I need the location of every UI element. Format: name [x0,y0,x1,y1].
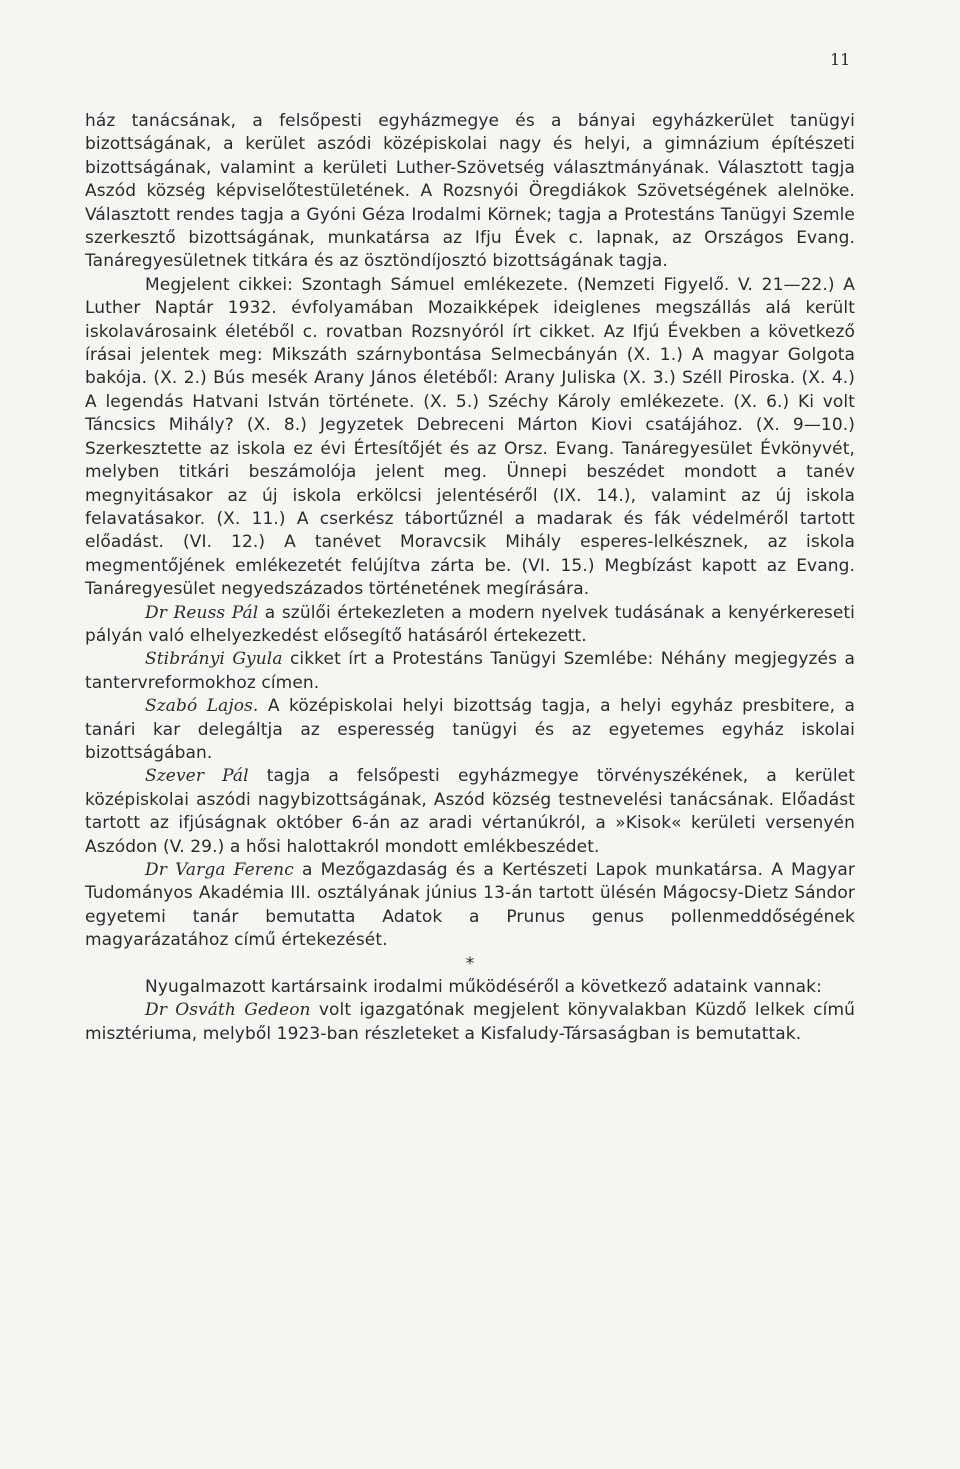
person-name: Szabó Lajos. [145,696,259,717]
paragraph-reuss [85,602,855,649]
paragraph-stibranyi [85,648,855,695]
paragraph-osvath [85,999,855,1046]
paragraph-szever [85,765,855,859]
paragraph-retired-intro: Nyugalmazott kartársaink irodalmi működéséről a következő adataink vannak: [145,977,822,998]
person-name: Stibrányi Gyula [145,649,283,670]
person-name: Szever Pál [145,766,249,787]
person-name: Dr Osváth Gedeon [145,1000,311,1021]
paragraph-varga [85,859,855,953]
body-text [85,110,855,1046]
paragraph-text: volt igazgatónak megjelent könyvalakban Küzdő lelkek című misztériuma, melyből 1923-ban részleteket a Kisfaludy-Társaságban is bemutattak. [85,1000,855,1044]
paragraph-publications: Megjelent cikkei: Szontagh Sámuel emlékezete. (Nemzeti Figyelő. V. 21—22.) A Luther Naptár 1932. évfolyamában Mozaikképek ideiglenes megszállás alá került iskolavárosaink életéből c. rovatban Rozsnyóról írt cikket. Az Ifjú Években a következő írásai jelentek meg: Mikszáth szárnybontása Selmecbányán (X. 1.) A magyar Golgota bakója. (X. 2.) Bús mesék Arany János életéből: Arany Juliska (X. 3.) Széll Piroska. (X. 4.) A legendás Hatvani István története. (X. 5.) Széchy Károly emlékezete. (X. 6.) Ki volt Táncsics Mihály? (X. 8.) Jegyzetek Debreceni Márton Kiovi csatájához. (X. 9—10.) Szerkesztette az iskola ez évi Értesítőjét és az Orsz. Evang. Tanáregyesület Évkönyvét, melyben titkári beszámolója jelent meg. Ünnepi beszédet mondott a tanév megnyitásakor az új iskola erkölcsi jelentéséről (IX. 14.), valamint az új iskola felavatásakor. (X. 11.) A cserkész tábortűznél a madarak és fák védelméről tartott előadást. (VI. 12.) A tanévet Moravcsik Mihály esperes-lelkésznek, az iskola megmentőjének emlékezetét felújítva zárta be. (VI. 15.) Megbízást kapott az Evang. Tanáregyesület negyedszázados történetének megírására. [85,274,855,600]
paragraph-continued: ház tanácsának, a felsőpesti egyházmegye és a bányai egyházkerület tanügyi bizottságának, a kerület aszódi középiskolai nagy és helyi, a gimnázium építészeti bizottságának, valamint a kerületi Luther-Szövetség választmányának. Választott tagja Aszód község képviselőtestületének. A Rozsnyói Öregdiákok Szövetségének alelnöke. Választott rendes tagja a Gyóni Géza Irodalmi Körnek; tagja a Protestáns Tanügyi Szemle szerkesztő bizottságának, munkatársa az Ifju Évek c. lapnak, az Országos Evang. Tanáregyesületnek titkára és az ösztöndíjosztó bizottságának tagja. [85,111,855,272]
section-separator: * [465,953,475,974]
paragraph-text: A középiskolai helyi bizottság tagja, a helyi egyház presbitere, a tanári kar delegáltja az esperesség tanügyi és az egyetemes egyház iskolai bizottságában. [85,696,855,763]
person-name: Dr Varga Ferenc [145,860,294,880]
person-name: Dr Reuss Pál [145,602,259,623]
paragraph-text: tagja a felsőpesti egyházmegye törvényszékének, a kerület középiskolai aszódi nagybizottságának, Aszód község testnevelési tanácsának. Előadást tartott az ifjúságnak október 6-án az aradi vértanúkról, a »Kisok« kerületi versenyén Aszódon (V. 29.) a hősi halottakról mondott emlékbeszédet. [85,766,855,857]
page-number: 11 [830,50,851,69]
paragraph-szabo [85,695,855,765]
paragraph-text: cikket írt a Protestáns Tanügyi Szemlébe: Néhány megjegyzés a tantervreformokhoz címen. [85,649,855,693]
paragraph-text: a Mezőgazdaság és a Kertészeti Lapok munkatársa. A Magyar Tudományos Akadémia III. osztályának június 13-án tartott ülésén Mágocsy-Dietz Sándor egyetemi tanár bemutatta Adatok a Prunus genus pollenmeddőségének magyarázatához című értekezését. [85,860,855,951]
paragraph-text: a szülői értekezleten a modern nyelvek tudásának a kenyérkereseti pályán való elhelyezkedést elősegítő hatásáról értekezett. [85,602,855,646]
